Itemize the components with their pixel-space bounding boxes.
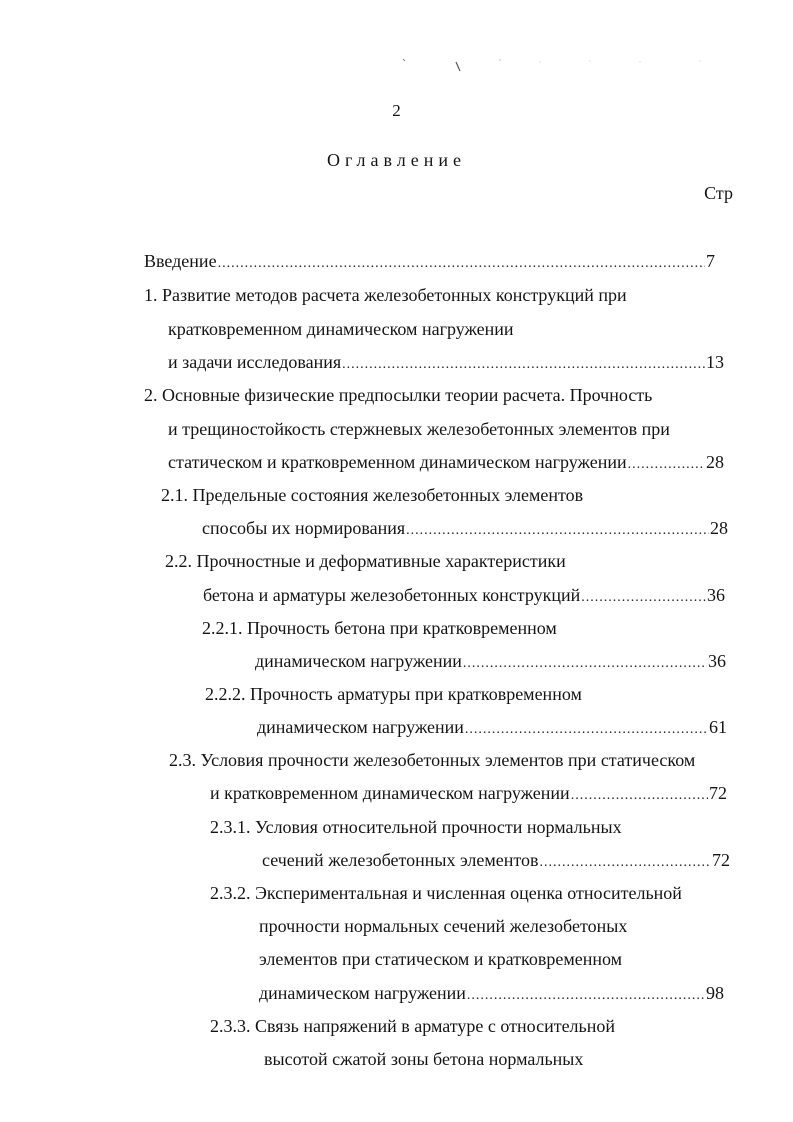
toc-entry-title: статическом и кратковременном динамическом нагружении bbox=[168, 452, 627, 472]
toc-entry-title: динамическом нагружении bbox=[259, 983, 466, 1003]
toc-entry-page: 72 bbox=[709, 783, 727, 803]
toc-entry-2-2-2-line-1: 2.2.2. Прочность арматуры при кратковременном bbox=[205, 684, 582, 704]
toc-entry-2-3-2-line-2: прочности нормальных сечений железобетоных bbox=[259, 916, 628, 936]
toc-entry-title: Введение bbox=[144, 251, 217, 271]
toc-leader bbox=[406, 520, 709, 542]
toc-entry-1[interactable] bbox=[168, 351, 724, 376]
toc-entry-title: динамическом нагружении bbox=[255, 651, 462, 671]
toc-entry-page: 13 bbox=[706, 352, 724, 372]
toc-entry-2-line-1: 2. Основные физические предпосылки теории расчета. Прочность bbox=[144, 385, 653, 405]
toc-entry-2-line-2: и трещиностойкость стержневых железобетонных элементов при bbox=[168, 419, 670, 439]
toc-entry-2-3-3-line-2: высотой сжатой зоны бетона нормальных bbox=[264, 1049, 584, 1069]
toc-entry-2-3-3-line-1: 2.3.3. Связь напряжений в арматуре с относительной bbox=[210, 1016, 616, 1036]
toc-entry-2-2[interactable] bbox=[203, 584, 725, 609]
toc-entry-1-line-1: 1. Развитие методов расчета железобетонных конструкций при bbox=[144, 285, 627, 305]
toc-leader bbox=[463, 653, 707, 675]
toc-entry-2-2-1[interactable] bbox=[255, 650, 726, 675]
toc-entry-1-line-2: кратковременном динамическом нагружении bbox=[168, 319, 514, 339]
toc-entry-2-1[interactable] bbox=[202, 517, 728, 542]
toc-entry-2-1-line-1: 2.1. Предельные состояния железобетонных элементов bbox=[161, 485, 584, 505]
toc-entry-title: динамическом нагружении bbox=[257, 717, 464, 737]
toc-entry-page: 98 bbox=[706, 983, 724, 1003]
toc-leader bbox=[581, 587, 706, 609]
toc-entry-title: и кратковременном динамическом нагружении bbox=[210, 783, 570, 803]
toc-entry-2-2-1-line-1: 2.2.1. Прочность бетона при кратковременном bbox=[202, 618, 557, 638]
toc-entry-title: способы их нормирования bbox=[202, 518, 406, 538]
toc-entry-2-3-1[interactable] bbox=[262, 849, 730, 874]
toc-entry-title: бетона и арматуры железобетонных конструкций bbox=[203, 585, 581, 605]
toc-entry-2-3-1-line-1: 2.3.1. Условия относительной прочности нормальных bbox=[210, 817, 622, 837]
toc-entry-2-3-line-1: 2.3. Условия прочности железобетонных элементов при статическом bbox=[169, 750, 696, 770]
page-number: 2 bbox=[392, 101, 401, 120]
toc-leader bbox=[571, 785, 708, 807]
toc-leader bbox=[342, 354, 705, 376]
toc-entry-2-3[interactable] bbox=[210, 782, 727, 807]
toc-entry-introduction[interactable] bbox=[144, 250, 715, 275]
scan-specks bbox=[0, 0, 793, 80]
toc-entry-title: сечений железобетонных элементов bbox=[262, 850, 539, 870]
page-title: Оглавление bbox=[327, 150, 466, 170]
toc-entry-2-3-2-line-3: элементов при статическом и кратковременном bbox=[259, 949, 623, 969]
toc-leader bbox=[467, 985, 705, 1007]
toc-entry-page: 36 bbox=[707, 585, 725, 605]
toc-entry-2[interactable] bbox=[168, 451, 724, 476]
toc-leader bbox=[218, 253, 705, 275]
toc-entry-2-3-2[interactable] bbox=[259, 982, 724, 1007]
toc-entry-title: и задачи исследования bbox=[168, 352, 342, 372]
toc-leader bbox=[465, 719, 708, 741]
toc-entry-2-2-2[interactable] bbox=[257, 716, 727, 741]
toc-entry-page: 36 bbox=[708, 651, 726, 671]
toc-leader bbox=[540, 852, 712, 874]
page-column-label: Стр bbox=[704, 183, 733, 203]
toc-entry-page: 7 bbox=[706, 251, 715, 271]
toc-entry-page: 28 bbox=[710, 518, 728, 538]
toc-entry-page: 72 bbox=[712, 850, 730, 870]
toc-entry-2-3-2-line-1: 2.3.2. Экспериментальная и численная оценка относительной bbox=[210, 883, 682, 903]
toc-leader bbox=[628, 454, 705, 476]
toc-entry-2-2-line-1: 2.2. Прочностные и деформативные характеристики bbox=[165, 551, 566, 571]
toc-entry-page: 61 bbox=[709, 717, 727, 737]
toc-entry-page: 28 bbox=[706, 452, 724, 472]
